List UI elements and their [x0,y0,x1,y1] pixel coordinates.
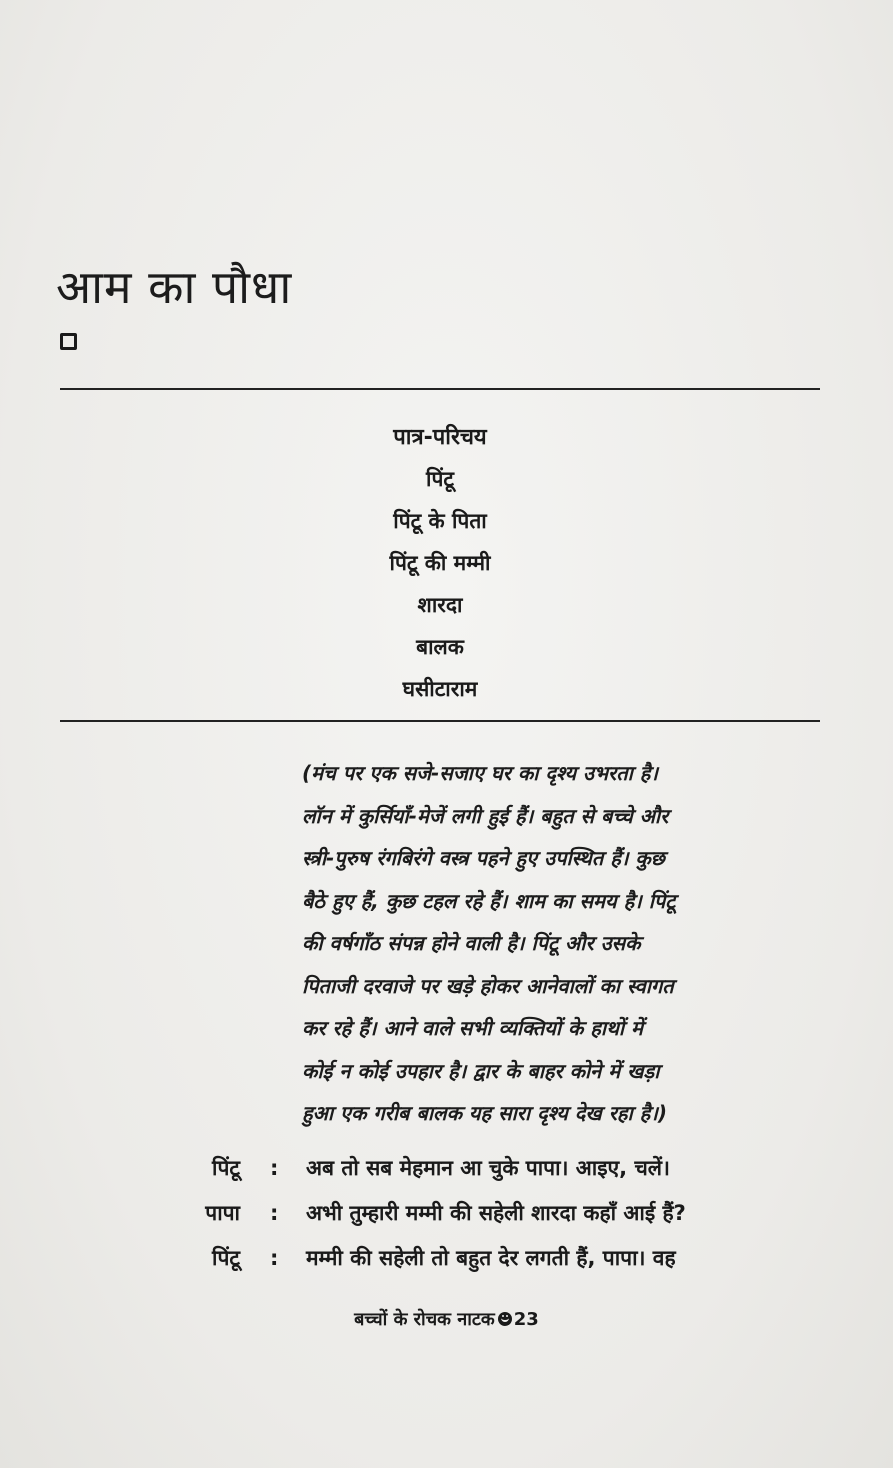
smiley-icon [498,1312,512,1326]
book-title: बच्चों के रोचक नाटक [354,1309,495,1330]
cast-item: पिंटू [426,467,454,491]
speaker-colon: : [270,1201,279,1225]
cast-list [240,418,640,710]
speech-text: मम्मी की सहेली तो बहुत देर लगती हैं, पापा। वह [306,1246,676,1270]
dialogue [0,1148,893,1283]
speech-text: अभी तुम्हारी मम्मी की सहेली शारदा कहाँ आई हैं? [306,1201,686,1225]
page-number: 23 [513,1309,539,1330]
stage-direction [302,752,824,1135]
stage-direction-line: (मंच पर एक सजे-सजाए घर का दृश्य उभरता है। [302,761,658,785]
stage-direction-line: बैठे हुए हैं, कुछ टहल रहे हैं। शाम का समय है। पिंटू [302,888,676,913]
divider-top [60,388,820,390]
speaker-name: पिंटू [212,1156,240,1180]
speaker-name: पिंटू [212,1246,240,1270]
stage-direction-line: स्त्री-पुरुष रंगबिरंगे वस्त्र पहने हुए उपस्थित हैं। कुछ [302,846,665,870]
speaker-colon: : [270,1156,279,1180]
cast-item: घसीटाराम [402,677,478,701]
stage-direction-line: कोई न कोई उपहार है। द्वार के बाहर कोने में खड़ा [302,1058,660,1083]
cast-item: बालक [416,635,464,659]
dialogue-line [0,1148,893,1193]
stage-direction-line: कर रहे हैं। आने वाले सभी व्यक्तियों के हाथों में [302,1016,643,1040]
page-footer [0,1305,893,1335]
speaker-name: पापा [205,1201,240,1225]
chapter-title: आम का पौधा [56,260,293,314]
cast-item: पिंटू की मम्मी [389,551,491,575]
square-bullet-icon [60,333,77,350]
stage-direction-line: हुआ एक गरीब बालक यह सारा दृश्य देख रहा है।) [302,1101,668,1125]
cast-heading: पात्र-परिचय [393,425,487,450]
speech-text: अब तो सब मेहमान आ चुके पापा। आइए, चलें। [306,1156,670,1180]
cast-item: पिंटू के पिता [393,509,487,533]
divider-middle [60,720,820,722]
stage-direction-line: की वर्षगाँठ संपन्न होने वाली है। पिंटू और उसके [302,931,641,955]
speaker-colon: : [270,1246,279,1270]
dialogue-line [0,1193,893,1238]
stage-direction-line: पिताजी दरवाजे पर खड़े होकर आनेवालों का स्वागत [302,973,674,998]
dialogue-line [0,1238,893,1283]
stage-direction-line: लॉन में कुर्सियाँ-मेजें लगी हुई हैं। बहुत से बच्चे और [302,803,669,828]
cast-item: शारदा [417,593,463,617]
